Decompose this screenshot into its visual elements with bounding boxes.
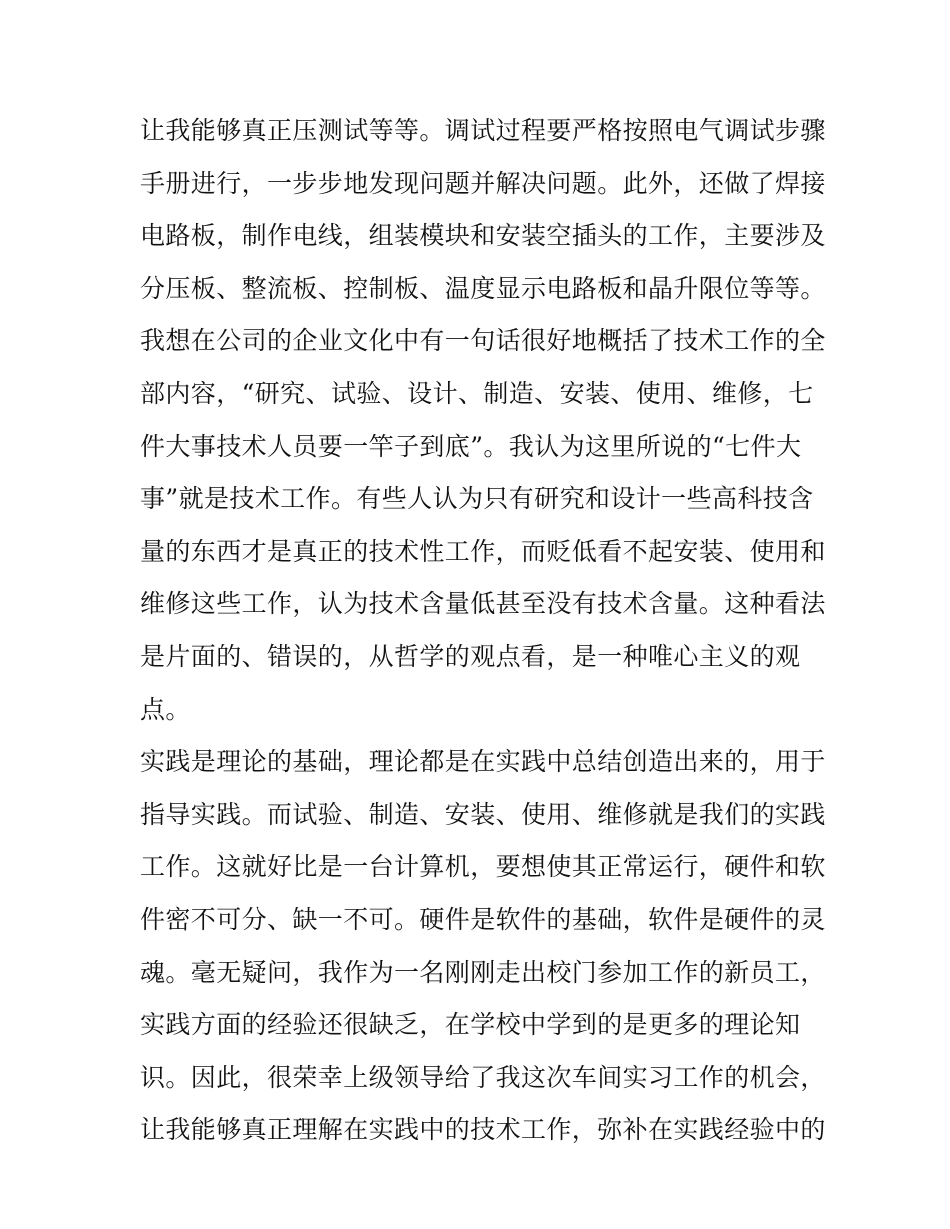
text-line: 实践是理论的基础，理论都是在实践中总结创造出来的，用于 — [140, 747, 826, 777]
text-line: 件大事技术人员要一竿子到底”。我认为这里所说的“七件大 — [140, 431, 802, 461]
text-line: 分压板、整流板、控制板、温度显示电路板和晶升限位等等。 — [140, 273, 826, 303]
text-line: 件密不可分、缺一不可。硬件是软件的基础，软件是硬件的灵 — [140, 904, 826, 934]
text-line: 魂。毫无疑问，我作为一名刚刚走出校门参加工作的新员工， — [140, 957, 826, 987]
text-line: 维修这些工作，认为技术含量低甚至没有技术含量。这种看法 — [140, 589, 826, 619]
text-line: 让我能够真正压测试等等。调试过程要严格按照电气调试步骤 — [140, 116, 826, 145]
text-line: 我想在公司的企业文化中有一句话很好地概括了技术工作的全 — [140, 326, 826, 356]
text-line: 识。因此，很荣幸上级领导给了我这次车间实习工作的机会， — [140, 1062, 826, 1092]
text-line: 手册进行，一步步地发现问题并解决问题。此外，还做了焊接 — [140, 168, 826, 198]
text-line: 事”就是技术工作。有些人认为只有研究和设计一些高科技含 — [140, 484, 814, 514]
text-line: 部内容，“研究、试验、设计、制造、安装、使用、维修，七 — [140, 378, 814, 408]
text-line: 实践方面的经验还很缺乏，在学校中学到的是更多的理论知 — [140, 1010, 801, 1040]
text-line: 指导实践。而试验、制造、安装、使用、维修就是我们的实践 — [140, 799, 826, 829]
text-line: 让我能够真正理解在实践中的技术工作，弥补在实践经验中的 — [140, 1115, 826, 1145]
text-line: 工作。这就好比是一台计算机，要想使其正常运行，硬件和软 — [140, 852, 826, 882]
text-line: 量的东西才是真正的技术性工作，而贬低看不起安装、使用和 — [140, 536, 826, 566]
text-line: 是片面的、错误的，从哲学的观点看，是一种唯心主义的观 — [140, 641, 801, 671]
text-line: 电路板，制作电线，组装模块和安装空插头的工作，主要涉及 — [140, 221, 826, 251]
body-text — [140, 105, 826, 1157]
text-line: 点。 — [140, 694, 191, 724]
